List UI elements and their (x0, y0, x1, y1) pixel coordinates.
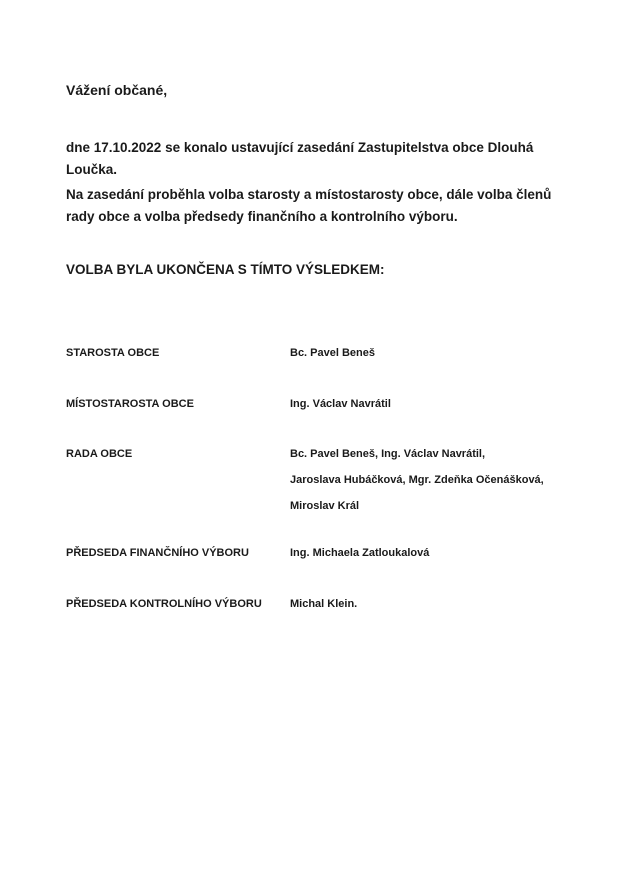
intro-paragraph: dne 17.10.2022 se konalo ustavující zasedání Zastupitelstva obce Dlouhá Loučka. (66, 140, 534, 177)
result-value-line: Jaroslava Hubáčková, Mgr. Zdeňka Očenášková, (290, 474, 544, 486)
result-value-line: Bc. Pavel Beneš (290, 347, 375, 359)
result-label-finance-committee-chair: PŘEDSEDA FINANČNÍHO VÝBORU (66, 547, 249, 559)
result-value-deputy-mayor (290, 391, 610, 417)
result-label-council: RADA OBCE (66, 448, 133, 460)
result-label-control-committee-chair: PŘEDSEDA KONTROLNÍHO VÝBORU (66, 598, 262, 610)
result-label-deputy-mayor: MÍSTOSTAROSTA OBCE (66, 398, 194, 410)
result-value-control-committee-chair (290, 591, 610, 617)
result-value-line: Bc. Pavel Beneš, Ing. Václav Navrátil, (290, 448, 486, 460)
result-label-mayor: STAROSTA OBCE (66, 347, 160, 359)
result-value-line: Miroslav Král (290, 500, 360, 512)
results-heading: VOLBA BYLA UKONČENA S TÍMTO VÝSLEDKEM: (66, 262, 385, 277)
result-value-line: Ing. Václav Navrátil (290, 398, 391, 410)
result-value-finance-committee-chair (290, 540, 610, 566)
election-paragraph: Na zasedání proběhla volba starosty a místostarosty obce, dále volba členů rady obce a volba předsedy finančního a kontrolního výboru. (66, 187, 552, 224)
result-value-line: Ing. Michaela Zatloukalová (290, 547, 430, 559)
result-value-council (290, 441, 610, 519)
result-value-mayor (290, 340, 610, 366)
result-value-line: Michal Klein. (290, 598, 358, 610)
salutation: Vážení občané, (66, 82, 168, 98)
